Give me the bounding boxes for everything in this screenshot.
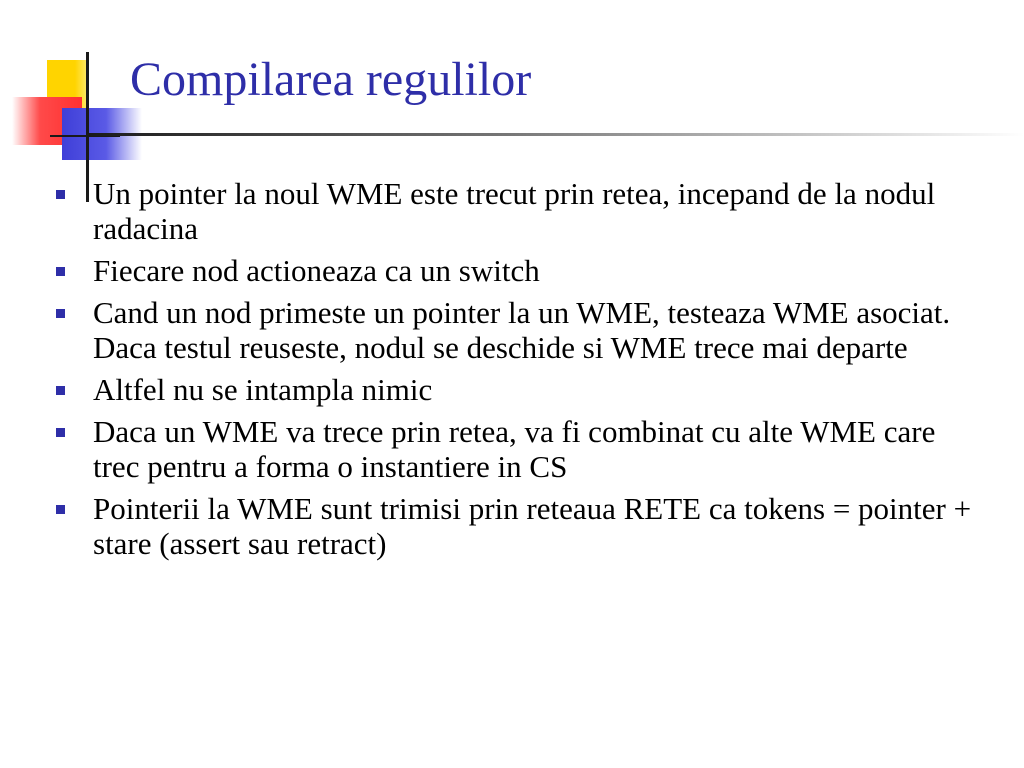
slide-title: Compilarea regulilor (130, 53, 532, 106)
bullet-item (56, 176, 986, 246)
title-underline (88, 133, 1024, 136)
bullet-square-icon (56, 309, 65, 318)
bullet-item (56, 295, 986, 365)
bullet-square-icon (56, 190, 65, 199)
bullet-square-icon (56, 505, 65, 514)
bullet-item (56, 372, 986, 407)
bullet-text: Altfel nu se intampla nimic (93, 372, 433, 407)
bullet-square-icon (56, 267, 65, 276)
bullet-text: Daca un WME va trece prin retea, va fi combinat cu alte WME care trec pentru a forma o instantiere in CS (93, 414, 936, 484)
bullet-list (56, 176, 986, 568)
bullet-square-icon (56, 428, 65, 437)
bullet-item (56, 253, 986, 288)
bullet-text: Cand un nod primeste un pointer la un WME, testeaza WME asociat. Daca testul reuseste, nodul se deschide si WME trece mai departe (93, 295, 951, 365)
bullet-square-icon (56, 386, 65, 395)
bullet-text: Fiecare nod actioneaza ca un switch (93, 253, 540, 288)
bullet-text: Pointerii la WME sunt trimisi prin reteaua RETE ca tokens = pointer + stare (assert sau retract) (93, 491, 972, 561)
bullet-item (56, 414, 986, 484)
bullet-text: Un pointer la noul WME este trecut prin retea, incepand de la nodul radacina (93, 176, 936, 246)
bullet-item (56, 491, 986, 561)
